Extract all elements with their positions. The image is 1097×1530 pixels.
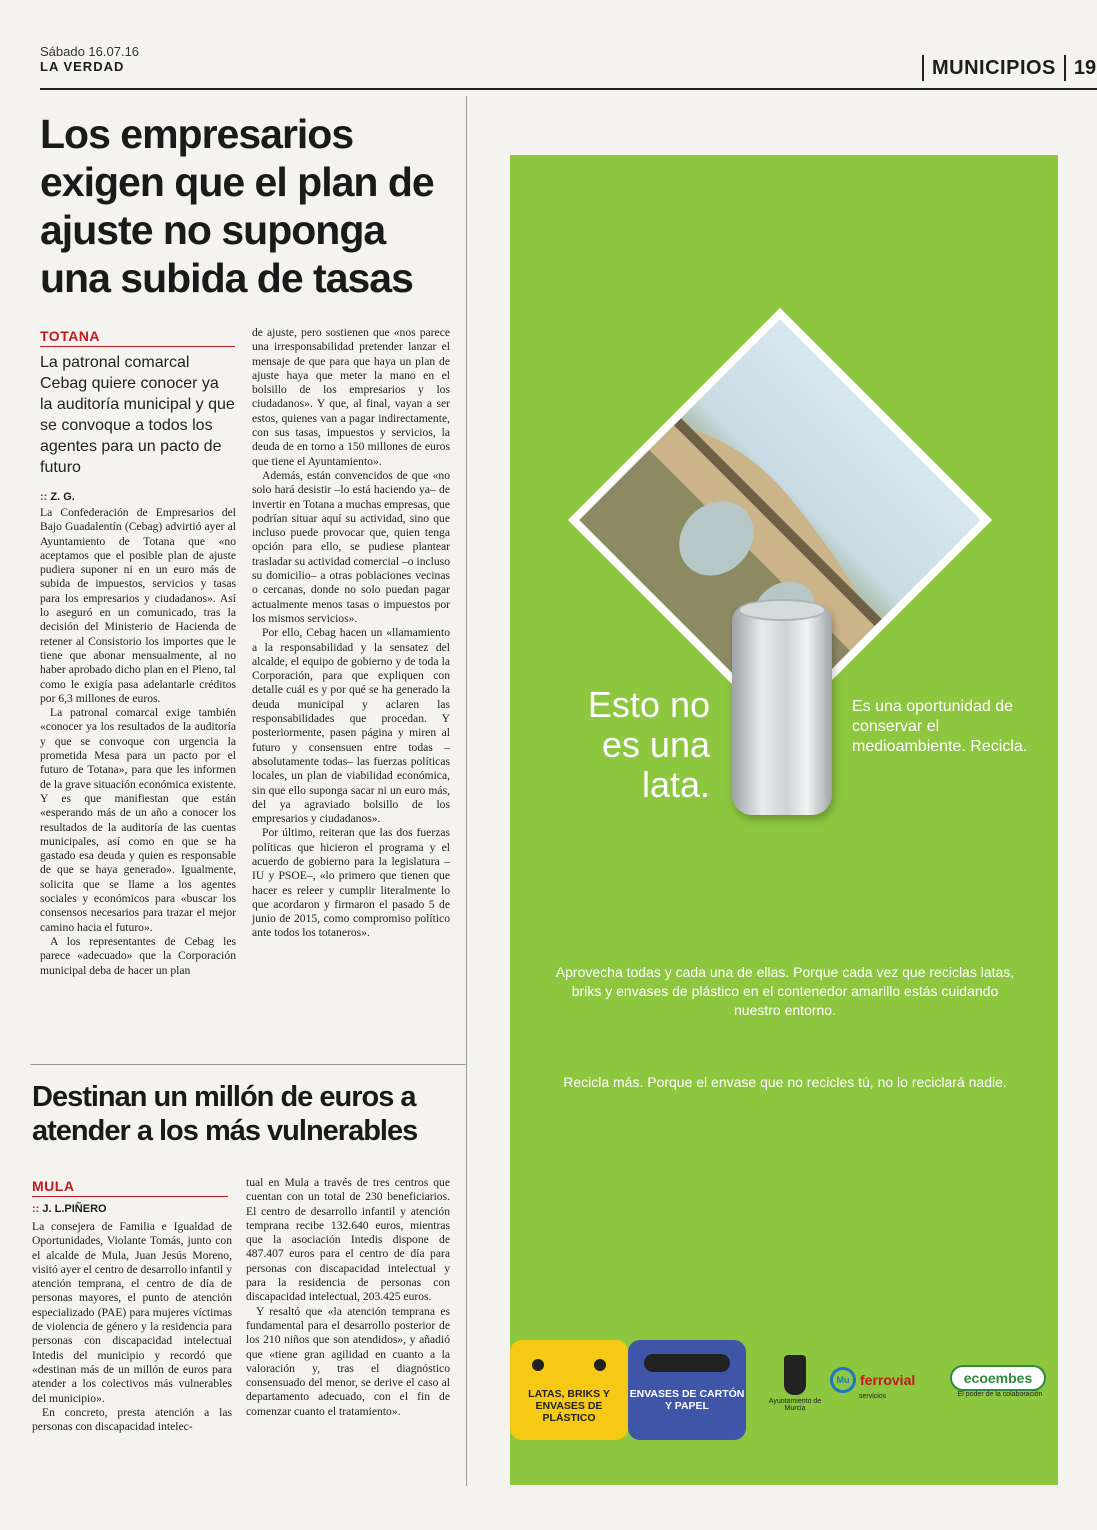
kicker-rule: [32, 1196, 228, 1197]
article1-column-1: [40, 506, 236, 978]
bin-slot-icon: [644, 1354, 730, 1372]
paragraph: tual en Mula a través de tres centros que cuentan con un total de 230 beneficiarios. El centro de desarrollo infantil y atención temprana recibe 132.640 euros, mientras que la asociación Intedis dispone de 487.407 euros para el centro de día para personas con discapacidad intelectual y para la residencia de personas con discapacidad intelectual, 203.425 euros.: [246, 1176, 450, 1304]
paragraph: Además, están convencidos de que «no solo hará desistir –lo está haciendo ya– de invertir en Totana a muchas empresas, que podrían situar aquí su actividad, sino que incluso puede provocar que, quien tenga opción para ello, se pudiese plantear trasladar su actividad comercial –o incluso su domicilio– a otras poblaciones vecinas o cercanas, donde no solo puedan pagar actualmente menos tasas o impuestos por los mismos servicios».: [252, 468, 450, 625]
header-rule: [40, 88, 1097, 90]
paragraph: A los representantes de Cebag les parece «adecuado» que la Corporación municipal deba de hacer un plan: [40, 934, 236, 977]
article2-byline: [32, 1203, 107, 1215]
paragraph: de ajuste, pero sostienen que «nos parece una irresponsabilidad pretender lanzar el mensaje de que para que haya un plan de ajuste haya que meter la mano en el bolsillo de los empresarios y los ciudadanos». Y que, al final, vayan a ser estos, quienes van a pagar indirectamente, con sus tasas, impuestos y servicios, la deuda de en torno a 150 millones de euros que tiene el Ayuntamiento».: [252, 326, 450, 468]
article-separator: [30, 1064, 466, 1065]
ecoembes-tagline: El poder de la colaboración: [957, 1391, 1043, 1398]
article2-location: MULA: [32, 1178, 75, 1194]
aluminium-can: [732, 605, 832, 815]
section-name: MUNICIPIOS: [932, 56, 1056, 79]
article1-column-2: [252, 326, 450, 941]
issue-date: Sábado 16.07.16: [40, 44, 140, 59]
ferrovial-label: ferrovial: [860, 1372, 916, 1388]
article1-subhead: La patronal comarcal Cebag quiere conocer ya la auditoría municipal y que se convoque a todos los agentes para un pacto de futuro: [40, 354, 235, 476]
byline-author: Z. G.: [50, 491, 75, 503]
column-divider: [466, 96, 467, 1486]
paragraph: La patronal comarcal exige también «conocer ya los resultados de la auditoría y que se convoque con urgencia la prometida Mesa para un pacto por el futuro de Totana», para que les informen de la grave situación económica existente. Y es que manifiestan que están «esperando más de un año a conocer los resultados de la auditoría de las cuentas municipales, así como en que se ha gastado esa deuda y quien es responsable de que se haya generado». Igualmente, solicita que se llame a los agentes sociales y económicos para «buscar los consensos necesarios para trazar el mejor camino hacia el futuro».: [40, 706, 236, 934]
paragraph: Y resaltó que «la atención temprana es fundamental para el desarrollo posterior de los 210 niños que son atendidos», y añadió que «tiene gran agilidad en cuanto a la valoración y, tras el diagnóstico consensuado del menor, se derive el caso al departamento adecuado, con el fin de comenzar cuanto el tratamiento».: [246, 1304, 450, 1418]
paragraph: En concreto, presta atención a las personas con discapacidad intelec-: [32, 1405, 232, 1434]
ad-tagline: Es una oportunidad de conservar el medioambiente. Recicla.: [852, 698, 1028, 755]
ad-closing-text: Recicla más. Porque el envase que no recicles tú, no lo reciclará nadie.: [563, 1074, 1007, 1090]
section-tag: [914, 54, 1096, 82]
newspaper-name: LA VERDAD: [40, 59, 125, 74]
page-number: 19: [1073, 56, 1097, 79]
article2-headline: Destinan un millón de euros a atender a los más vulnerables: [32, 1081, 418, 1147]
ayuntamiento-label: Ayuntamiento de Murcia: [768, 1398, 822, 1412]
yellow-bin: [510, 1340, 628, 1440]
masthead: [40, 44, 139, 74]
bin-hole-icon: [532, 1359, 544, 1371]
blue-bin: [628, 1340, 746, 1440]
ad-body-text: Aprovecha todas y cada una de ellas. Porque cada vez que reciclas latas, briks y envases de plástico en el contenedor amarillo estás cuidando nuestro entorno.: [555, 964, 1015, 1018]
ayuntamiento-logo: [760, 1355, 830, 1412]
ferrovial-mark: [830, 1367, 915, 1393]
blue-bin-label: ENVASES DE CARTÓN Y PAPEL: [629, 1388, 745, 1412]
section-divider: [922, 55, 924, 81]
article1-byline: [40, 491, 75, 503]
ferrovial-circle-icon: Mu: [830, 1367, 856, 1393]
paragraph: Por último, reiteran que las dos fuerzas políticas que hicieron el programa y el acuerdo de gobierno para la legislatura –IU y PSOE–, «lo primero que tienen que hacer es releer y cumplir literalmente lo que acordaron y firmaron el pasado 5 de junio de 2015, como compromiso político ante todos los totaneros».: [252, 826, 450, 940]
kicker-rule: [40, 346, 235, 347]
ecoembes-logo: [950, 1365, 1050, 1398]
ecoembes-mark: ecoembes: [950, 1365, 1046, 1391]
article1-location: TOTANA: [40, 328, 101, 344]
paragraph: Por ello, Cebag hacen un «llamamiento a la responsabilidad y la sensatez del alcalde, el equipo de gobierno y de toda la Corporación, para que expliquen con detalle cuál es y por qué se ha generado la deuda municipal y aclaren las responsabilidades que procedan. Y posteriormente, pasen página y miren al futuro y consensuen entre todas –absolutamente todas– las fuerzas políticas locales, un plan de viabilidad económica, sin que ello suponga sacar ni un euro más, del ya agraviado bolsillo de los empresarios y ciudadanos».: [252, 626, 450, 826]
byline-marker: ::: [32, 1203, 40, 1215]
paragraph: La consejera de Familia e Igualdad de Oportunidades, Violante Tomás, junto con el alcalde de Mula, Juan Jesús Moreno, visitó ayer el centro de desarrollo infantil y atención temprana, el centro de día de personas mayores, el punto de atención especializado (PAE) para mujeres víctimas de violencia de género y la residencia para personas con discapacidad intelectual Intedis del municipio y recordó que «destinan más de un millón de euros para atender a los colectivos más vulnerables del municipio».: [32, 1220, 232, 1405]
ferrovial-sub: servicios: [859, 1393, 887, 1400]
ferrovial-logo: [830, 1367, 915, 1400]
recycling-advertisement: [510, 155, 1058, 1485]
article2-column-1: [32, 1220, 232, 1434]
byline-marker: ::: [40, 491, 48, 503]
byline-author: J. L.PIÑERO: [42, 1203, 107, 1215]
ad-slogan: Esto no es una lata.: [587, 684, 710, 805]
bin-hole-icon: [594, 1359, 606, 1371]
yellow-bin-label: LATAS, BRIKS Y ENVASES DE PLÁSTICO: [528, 1388, 610, 1424]
can-lid: [738, 599, 826, 621]
crest-icon: [784, 1355, 806, 1395]
section-divider: [1064, 55, 1066, 81]
paragraph: La Confederación de Empresarios del Bajo Guadalentín (Cebag) advirtió ayer al Ayuntamiento de Totana que «no aceptamos que el posible plan de ajuste pudiera suponer ni en un euro más de subida de impuestos, servicios y tasas para los empresarios y ciudadanos». Así lo aseguró en un comunicado, tras la decisión del Ministerio de Hacienda de retener al Consistorio los importes que le tiene que abonar mensualmente, al no haber aprobado dicho plan en el Pleno, tal como le exigía pasa adelantarle créditos por 6,3 millones de euros.: [40, 506, 236, 705]
article1-headline: Los empresarios exigen que el plan de ajuste no suponga una subida de tasas: [40, 111, 434, 301]
article2-column-2: [246, 1176, 450, 1419]
